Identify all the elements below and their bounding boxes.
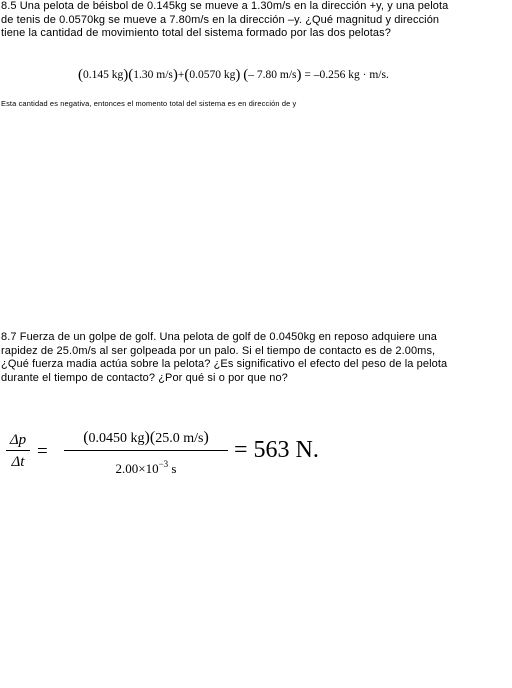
equals-sign: = — [37, 441, 48, 462]
momentum-result: –0.256 kg · m/s. — [313, 69, 389, 81]
contact-time — [64, 455, 228, 478]
baseball-velocity: 1.30 m/s — [133, 69, 173, 81]
equals-sign: = — [304, 69, 311, 81]
impulse-fraction — [64, 429, 228, 478]
force-equation — [0, 425, 400, 485]
momentum-note: Esta cantidad es negativa, entonces el momento total del sistema es en dirección de y — [1, 99, 297, 108]
tennis-ball-mass: 0.0570 kg — [189, 69, 236, 81]
baseball-mass: 0.145 kg — [83, 69, 124, 81]
delta-p-over-delta-t — [6, 431, 30, 471]
impulse-numerator: (0.0450 kg)(25.0 m/s) — [83, 429, 209, 446]
contact-time-unit: s — [168, 461, 177, 476]
plus-sign: + — [177, 69, 185, 81]
golf-ball-velocity: 25.0 m/s — [155, 431, 204, 446]
fraction-bar — [64, 450, 228, 451]
delta-p: Δp — [9, 432, 27, 448]
problem-8-5-text: 8.5 Una pelota de béisbol de 0.145kg se mueve a 1.30m/s en la dirección +y, y una pelota de tenis de 0.0570kg se mueve a 7.80m/s en la dirección –y. ¿Qué magnitud y dirección tiene la cantidad de movimiento total del sistema formado por las dos pelotas? — [1, 0, 449, 39]
tennis-ball-velocity: – 7.80 m/s — [248, 69, 297, 81]
problem-8-7-text: 8.7 Fuerza de un golpe de golf. Una pelota de golf de 0.0450kg en reposo adquiere una rapidez de 25.0m/s al ser golpeada por un palo. Si el tiempo de contacto es de 2.00ms, ¿Qué fuerza madia actúa sobre la pelota? ¿Es significativo el efecto del peso de la pelota durante el tiempo de contacto? ¿Por qué si o por que no? — [1, 331, 448, 384]
force-result: = 563 N. — [234, 437, 319, 463]
contact-time-exponent: −3 — [158, 459, 169, 469]
fraction-bar — [6, 450, 30, 451]
golf-ball-mass: 0.0450 kg — [88, 431, 145, 446]
momentum-equation: (0.145 kg)(1.30 m/s)+(0.0570 kg) (– 7.80 m/s) = –0.256 kg · m/s. — [78, 67, 389, 83]
delta-t: Δt — [11, 454, 25, 470]
contact-time-base: 2.00×10 — [115, 461, 159, 476]
